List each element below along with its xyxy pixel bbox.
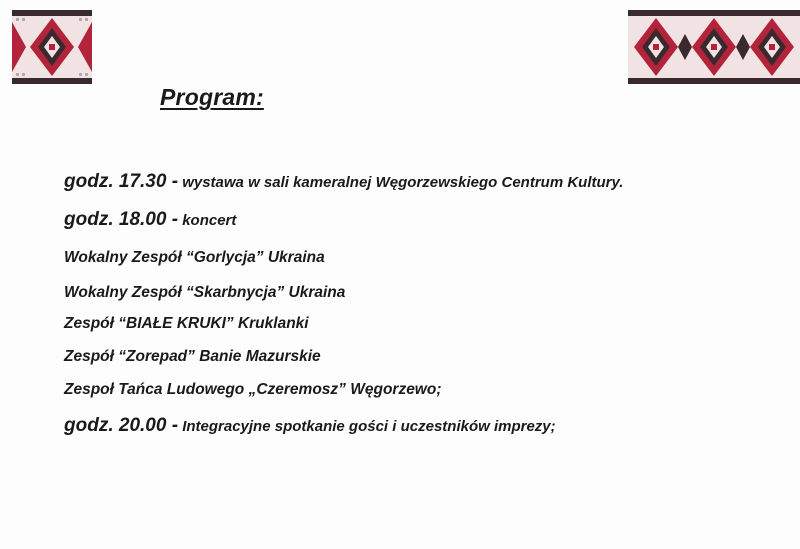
schedule-text: koncert [178, 212, 237, 229]
performer-line: Wokalny Zespół “Gorlycja” Ukraina [64, 249, 325, 266]
schedule-line-concert [64, 210, 236, 229]
schedule-text: wystawa w sali kameralnej Węgorzewskiego Centrum Kultury. [178, 174, 624, 191]
performer-line: Zespoł Tańca Ludowego „Czeremosz” Węgorzewo; [64, 381, 442, 398]
performer-line: Zespół “BIAŁE KRUKI” Kruklanki [64, 315, 309, 332]
schedule-line-meeting [64, 416, 556, 435]
schedule-line-exhibition [64, 172, 623, 191]
schedule-time: godz. 18.00 - [64, 209, 179, 230]
performer-line: Wokalny Zespół “Skarbnycja” Ukraina [64, 284, 346, 301]
schedule-time: godz. 20.00 - [64, 415, 179, 436]
program-title: Program: [160, 84, 264, 110]
schedule-text: Integracyjne spotkanie gości i uczestników imprezy; [178, 418, 556, 435]
embroidery-ornament-right [628, 10, 800, 84]
performer-line: Zespół “Zorepad” Banie Mazurskie [64, 348, 321, 365]
embroidery-ornament-left [12, 10, 92, 84]
schedule-time: godz. 17.30 - [64, 171, 179, 192]
